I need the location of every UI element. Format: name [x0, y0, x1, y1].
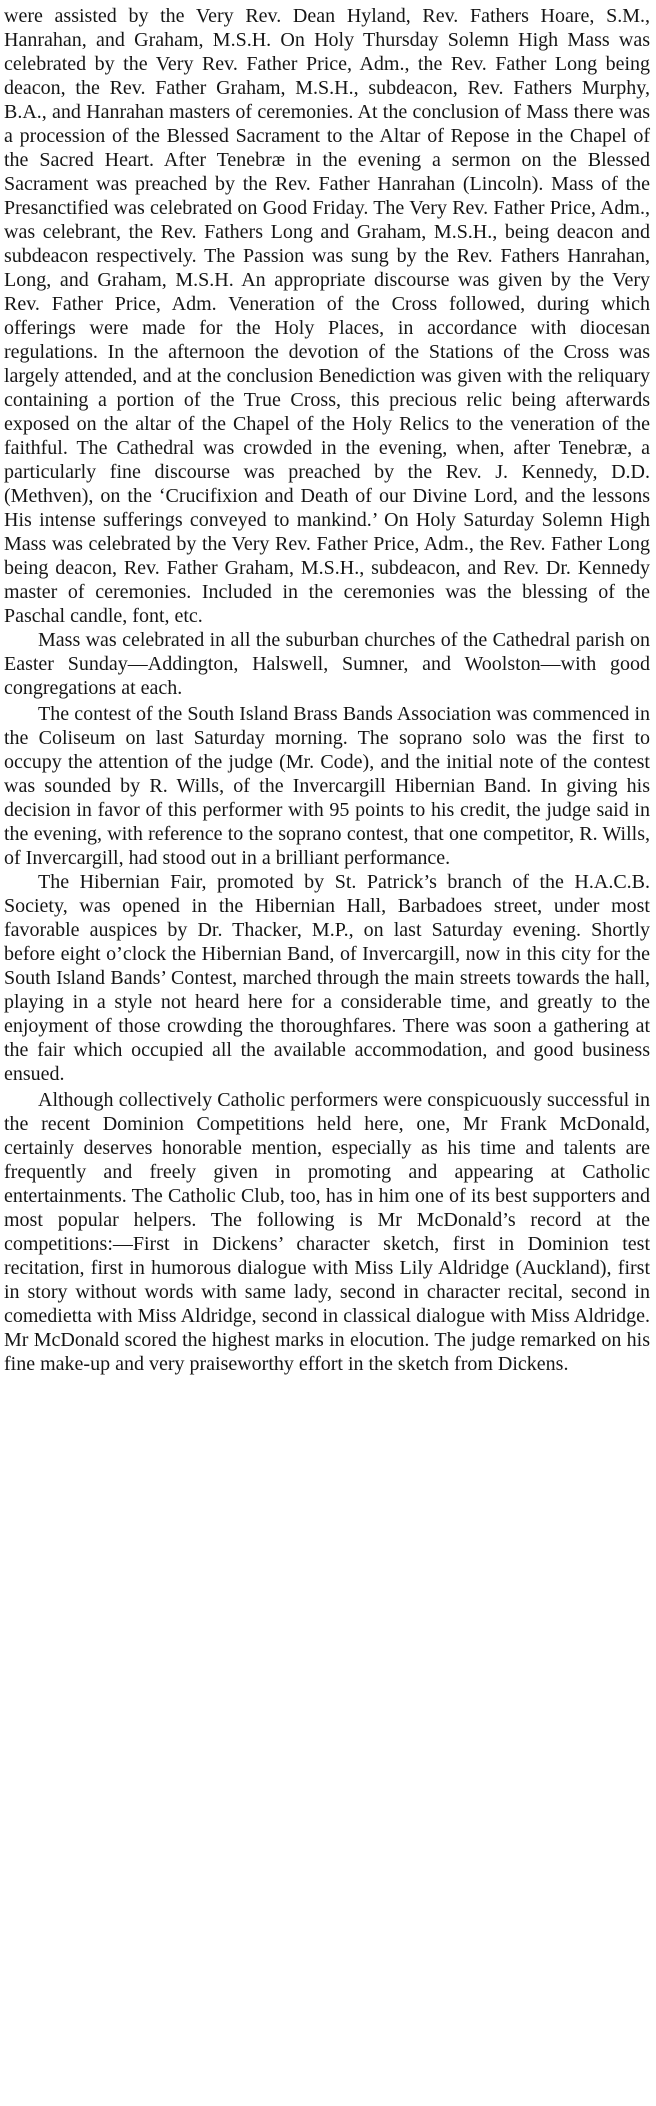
- article-paragraph-holy-week: were assisted by the Very Rev. Dean Hyland, Rev. Fathers Hoare, S.M., Hanrahan, and Graham, M.S.H. On Holy Thursday Solemn High Mass was celebrated by the Very Rev. Father Price, Adm., the Rev. Father Long being deacon, the Rev. Father Graham, M.S.H., subdeacon, Rev. Fathers Murphy, B.A., and Hanrahan masters of ceremonies. At the conclusion of Mass there was a procession of the Blessed Sacrament to the Altar of Repose in the Chapel of the Sacred Heart. After Tenebræ in the evening a sermon on the Blessed Sacrament was preached by the Rev. Father Hanrahan (Lincoln). Mass of the Presanctified was celebrated on Good Friday. The Very Rev. Father Price, Adm., was celebrant, the Rev. Fathers Long and Graham, M.S.H., being deacon and subdeacon respectively. The Passion was sung by the Rev. Fathers Hanrahan, Long, and Graham, M.S.H. An appropriate discourse was given by the Very Rev. Father Price, Adm. Veneration of the Cross followed, during which offerings were made for the Holy Places, in accordance with diocesan regulations. In the afternoon the devotion of the Stations of the Cross was largely attended, and at the conclusion Benediction was given with the reliquary containing a portion of the True Cross, this precious relic being afterwards exposed on the altar of the Chapel of the Holy Relics to the veneration of the faithful. The Cathedral was crowded in the evening, when, after Tenebræ, a particularly fine discourse was preached by the Rev. J. Kennedy, D.D. (Methven), on the ‘Crucifixion and Death of our Divine Lord, and the lessons His intense sufferings conveyed to mankind.’ On Holy Saturday Solemn High Mass was celebrated by the Very Rev. Father Price, Adm., the Rev. Father Long being deacon, Rev. Father Graham, M.S.H., subdeacon, and Rev. Dr. Kennedy master of ceremonies. Included in the ceremonies was the blessing of the Paschal candle, font, etc.: [4, 5, 650, 627]
- article-paragraph-hibernian-fair: The Hibernian Fair, promoted by St. Patrick’s branch of the H.A.C.B. Society, was opened in the Hibernian Hall, Barbadoes street, under most favorable auspices by Dr. Thacker, M.P., on last Saturday evening. Shortly before eight o’clock the Hibernian Band, of Invercargill, now in this city for the South Island Bands’ Contest, marched through the main streets towards the hall, playing in a style not heard here for a considerable time, and greatly to the enjoyment of those crowding the thoroughfares. There was soon a gathering at the fair which occupied all the available accommodation, and good business ensued.: [4, 871, 650, 1085]
- article-paragraph-brass-bands: The contest of the South Island Brass Bands Association was commenced in the Coliseum on last Saturday morning. The soprano solo was the first to occupy the attention of the judge (Mr. Code), and the initial note of the contest was sounded by R. Wills, of the Invercargill Hibernian Band. In giving his decision in favor of this performer with 95 points to his credit, the judge said in the evening, with reference to the soprano contest, that one competitor, R. Wills, of Invercargill, had stood out in a brilliant performance.: [4, 703, 650, 869]
- article-paragraph-easter-masses: Mass was celebrated in all the suburban churches of the Cathedral parish on Easter Sunday—Addington, Halswell, Sumner, and Woolston—with good congregations at each.: [4, 629, 650, 699]
- article-paragraph-mcdonald: Although collectively Catholic performers were conspicuously successful in the recent Dominion Competitions held here, one, Mr Frank McDonald, certainly deserves honorable mention, especially as his time and talents are frequently and freely given in promoting and appearing at Catholic entertainments. The Catholic Club, too, has in him one of its best supporters and most popular helpers. The following is Mr McDonald’s record at the competitions:—First in Dickens’ character sketch, first in Dominion test recitation, first in humorous dialogue with Miss Lily Aldridge (Auckland), first in story without words with same lady, second in character recital, second in comedietta with Miss Aldridge, second in classical dialogue with Miss Aldridge. Mr McDonald scored the highest marks in elocution. The judge remarked on his fine make-up and very praiseworthy effort in the sketch from Dickens.: [4, 1089, 650, 1375]
